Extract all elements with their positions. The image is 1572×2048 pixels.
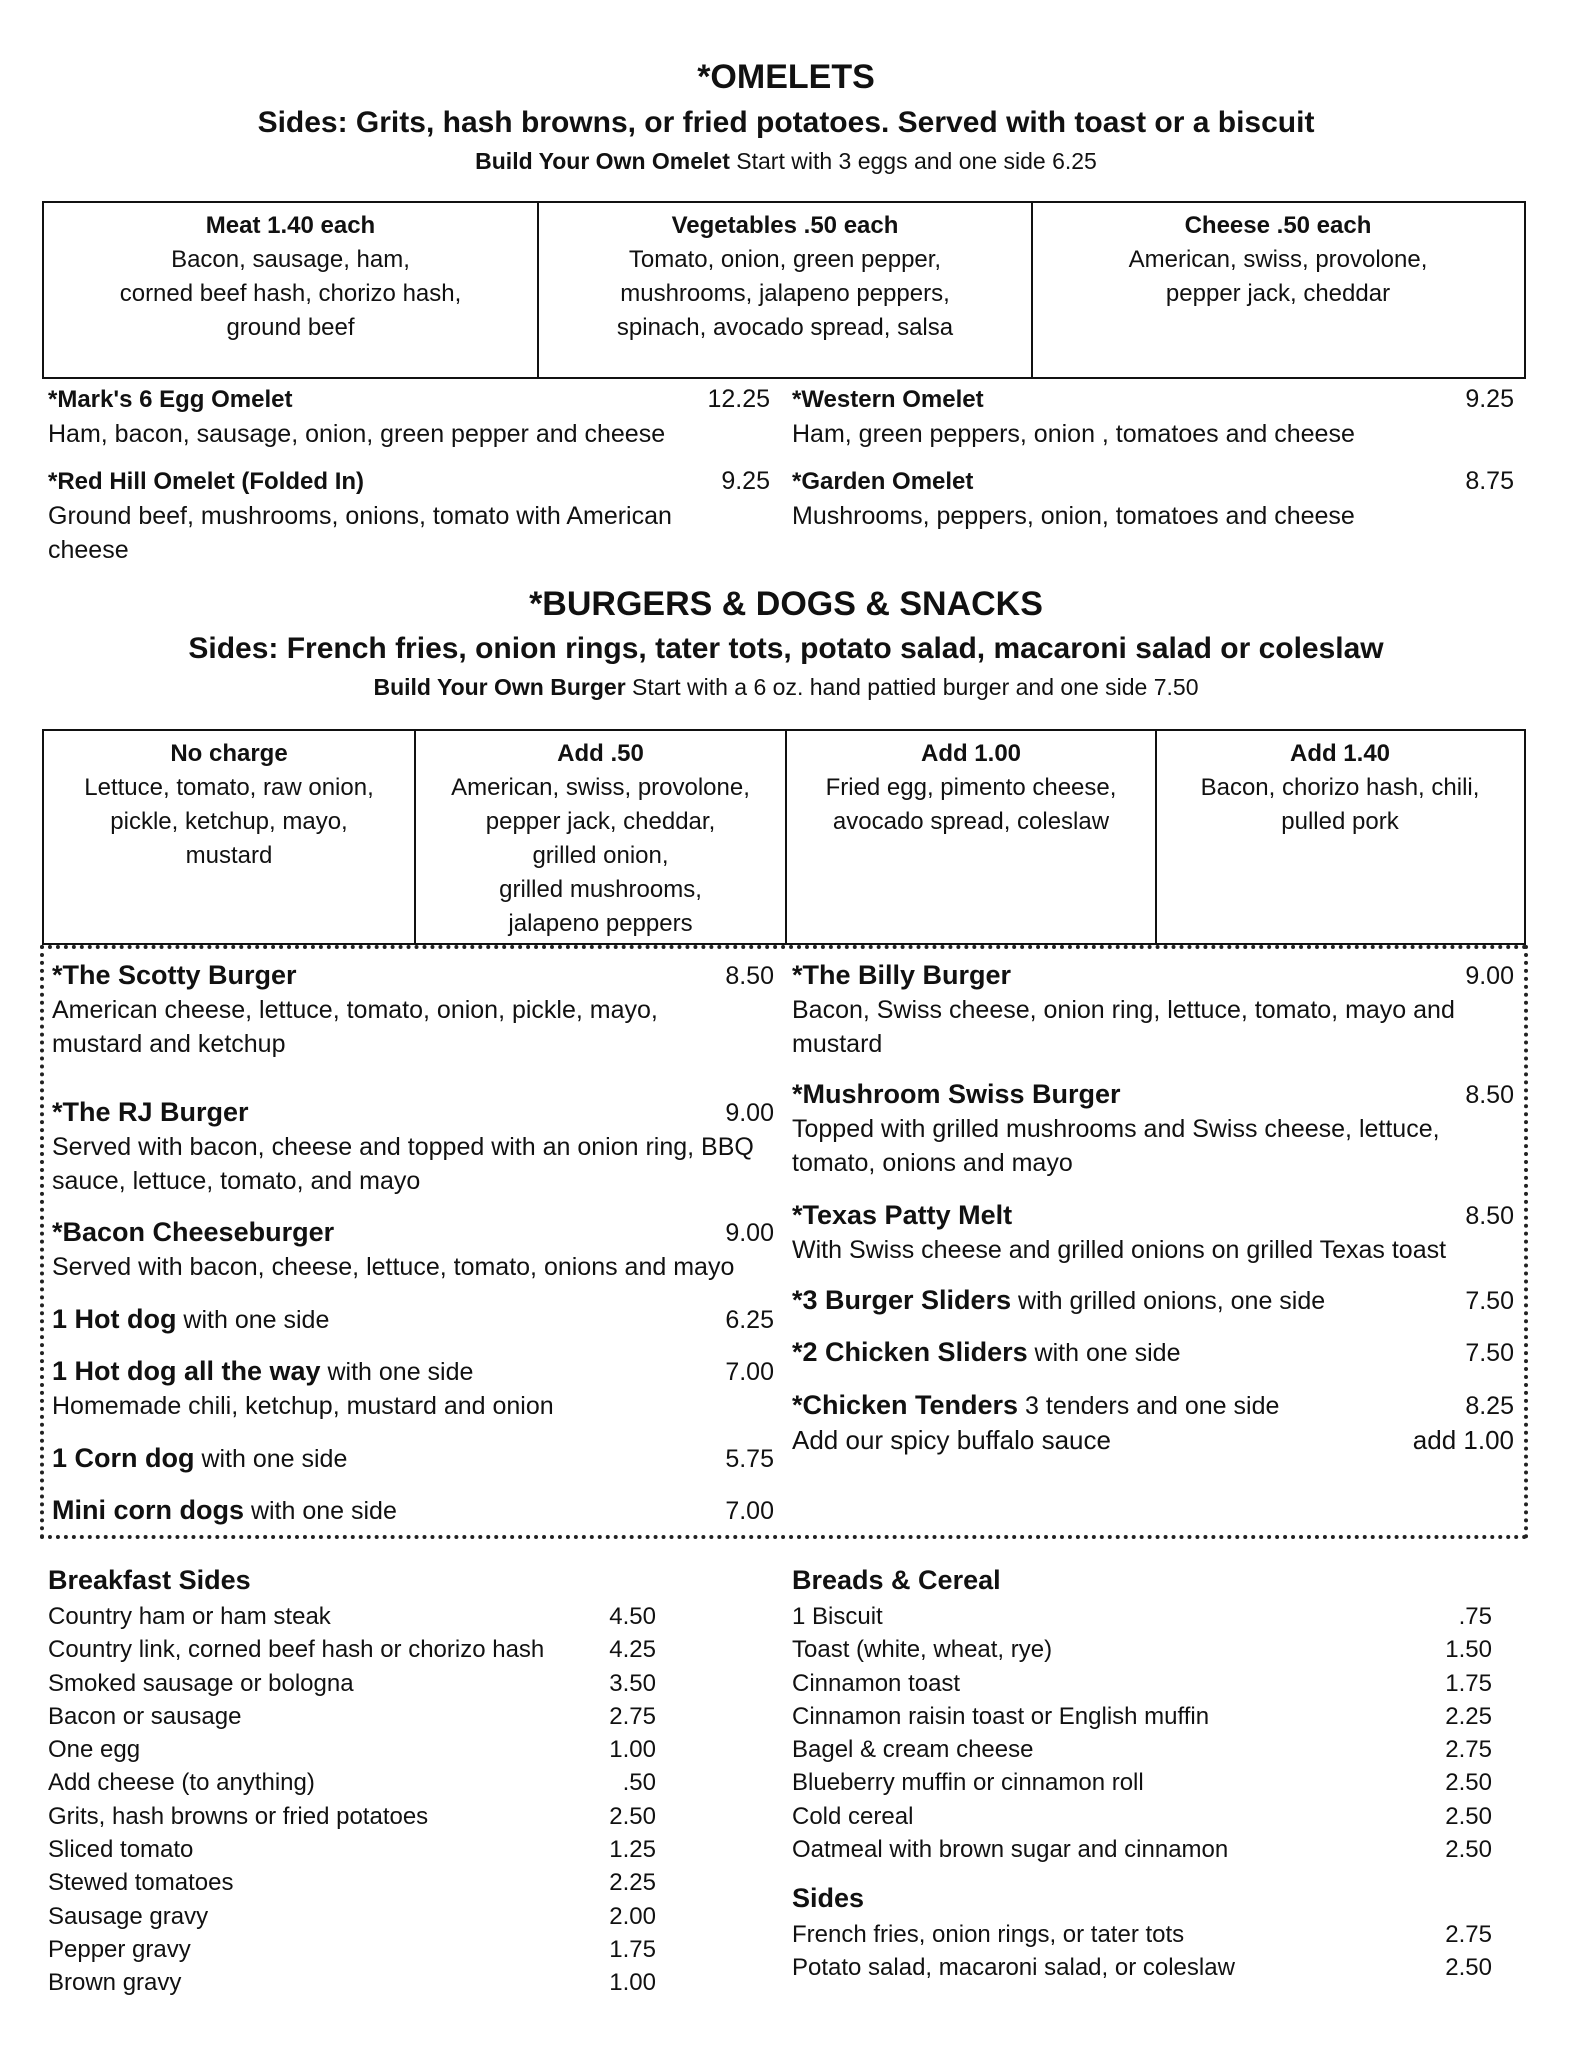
omelet-cheese-cell: Cheese .50 each American, swiss, provolone, pepper jack, cheddar — [1031, 203, 1523, 377]
cell-header: Add .50 — [557, 740, 644, 767]
burgers-build: Build Your Own Burger Start with a 6 oz. hand pattied burger and one side 7.50 — [373, 674, 1199, 700]
menu-item: *2 Chicken Sliders with one side 7.50 — [792, 1337, 1514, 1367]
list-item: Sausage gravy 2.00 — [48, 1902, 656, 1930]
menu-item: *The RJ Burger 9.00 Served with bacon, cheese and topped with an onion ring, BBQ sauce, lettuce, tomato, and mayo — [52, 1097, 774, 1195]
list-item: 1 Biscuit .75 — [792, 1603, 1492, 1630]
cell-header: Add 1.40 — [1289, 740, 1391, 767]
menu-item: 1 Corn dog with one side 5.75 — [52, 1443, 774, 1473]
list-item: Oatmeal with brown sugar and cinnamon 2.50 — [792, 1836, 1492, 1864]
list-item: Toast (white, wheat, rye) 1.50 — [792, 1636, 1492, 1664]
list-item: Bacon or sausage 2.75 — [48, 1702, 656, 1730]
cell-header: No charge — [170, 740, 288, 767]
menu-item: *Mushroom Swiss Burger 8.50 Topped with grilled mushrooms and Swiss cheese, lettuce, tomato, onions and mayo — [792, 1079, 1514, 1177]
list-item: Smoked sausage or bologna 3.50 — [48, 1669, 656, 1697]
section-title: Breads & Cereal — [792, 1565, 1001, 1595]
list-item: Sliced tomato 1.25 — [48, 1836, 656, 1864]
cell-header: Cheese .50 each — [1184, 212, 1372, 239]
menu-item: *The Scotty Burger 8.50 American cheese, lettuce, tomato, onion, pickle, mayo, mustard and ketchup — [52, 960, 774, 1058]
menu-item: *Texas Patty Melt 8.50 With Swiss cheese and grilled onions on grilled Texas toast — [792, 1200, 1514, 1264]
menu-item: *Bacon Cheeseburger 9.00 Served with bacon, cheese, lettuce, tomato, onions and mayo — [52, 1217, 774, 1281]
burger-options-table — [42, 729, 1526, 945]
menu-item: *Western Omelet 9.25 Ham, green peppers, onion , tomatoes and cheese — [792, 385, 1514, 448]
cell-header: Add 1.00 — [920, 740, 1022, 767]
menu-item: *Chicken Tenders 3 tenders and one side 8.25 Add our spicy buffalo sauce add 1.00 — [792, 1390, 1514, 1455]
list-item: Cold cereal 2.50 — [792, 1802, 1492, 1830]
burger-add-100-cell: Add 1.00 Fried egg, pimento cheese, avocado spread, coleslaw — [785, 731, 1155, 943]
burger-add-50-cell: Add .50 American, swiss, provolone, pepper jack, cheddar, grilled onion, grilled mushrooms, jalapeno peppers — [414, 731, 785, 943]
omelets-build: Build Your Own Omelet Start with 3 eggs and one side 6.25 — [475, 148, 1097, 174]
section-title: Breakfast Sides — [48, 1565, 251, 1595]
menu-item: 1 Hot dog with one side 6.25 — [52, 1304, 774, 1334]
burger-no-charge-cell: No charge Lettuce, tomato, raw onion, pickle, ketchup, mayo, mustard — [44, 731, 414, 943]
list-item: Country ham or ham steak 4.50 — [48, 1603, 656, 1630]
list-item: Blueberry muffin or cinnamon roll 2.50 — [792, 1769, 1492, 1797]
omelets-title: *OMELETS — [697, 58, 875, 96]
burgers-sides: Sides: French fries, onion rings, tater tots, potato salad, macaroni salad or coleslaw — [188, 632, 1384, 665]
sides-list — [792, 1882, 1492, 1985]
menu-item: *The Billy Burger 9.00 Bacon, Swiss cheese, onion ring, lettuce, tomato, mayo and mustard — [792, 960, 1514, 1058]
omelet-vegetables-cell: Vegetables .50 each Tomato, onion, green pepper, mushrooms, jalapeno peppers, spinach, avocado spread, salsa — [537, 203, 1031, 377]
menu-item: Mini corn dogs with one side 7.00 — [52, 1495, 774, 1525]
omelet-options-table — [42, 201, 1526, 379]
menu-item: *Garden Omelet 8.75 Mushrooms, peppers, onion, tomatoes and cheese — [792, 467, 1514, 530]
list-item: Pepper gravy 1.75 — [48, 1935, 656, 1963]
list-item: Cinnamon raisin toast or English muffin 2.25 — [792, 1702, 1492, 1730]
burgers-title: *BURGERS & DOGS & SNACKS — [529, 585, 1043, 623]
list-item: Country link, corned beef hash or chorizo hash 4.25 — [48, 1636, 656, 1664]
list-item: Potato salad, macaroni salad, or coleslaw 2.50 — [792, 1954, 1492, 1982]
omelet-meat-cell: Meat 1.40 each Bacon, sausage, ham, corned beef hash, chorizo hash, ground beef — [44, 203, 537, 377]
list-item: Bagel & cream cheese 2.75 — [792, 1736, 1492, 1764]
list-item: One egg 1.00 — [48, 1736, 656, 1764]
burger-add-140-cell: Add 1.40 Bacon, chorizo hash, chili, pulled pork — [1155, 731, 1523, 943]
cell-header: Meat 1.40 each — [205, 212, 376, 239]
list-item: Cinnamon toast 1.75 — [792, 1669, 1492, 1697]
menu-item: 1 Hot dog all the way with one side 7.00 Homemade chili, ketchup, mustard and onion — [52, 1356, 774, 1420]
menu-item: *Red Hill Omelet (Folded In) 9.25 Ground beef, mushrooms, onions, tomato with American cheese — [48, 467, 770, 564]
list-item: Add cheese (to anything) .50 — [48, 1769, 656, 1797]
breads-cereal-list — [792, 1564, 1492, 1866]
omelets-sides: Sides: Grits, hash browns, or fried potatoes. Served with toast or a biscuit — [257, 106, 1315, 139]
menu-item: *3 Burger Sliders with grilled onions, one side 7.50 — [792, 1285, 1514, 1315]
section-title: Sides — [792, 1883, 865, 1913]
list-item: Brown gravy 1.00 — [48, 1969, 656, 1997]
cell-header: Vegetables .50 each — [671, 212, 899, 239]
list-item: Grits, hash browns or fried potatoes 2.50 — [48, 1802, 656, 1830]
list-item: Stewed tomatoes 2.25 — [48, 1869, 656, 1897]
list-item: French fries, onion rings, or tater tots 2.75 — [792, 1921, 1492, 1948]
menu-item: *Mark's 6 Egg Omelet 12.25 Ham, bacon, sausage, onion, green pepper and cheese — [48, 385, 770, 448]
breakfast-sides-list — [48, 1564, 656, 2000]
